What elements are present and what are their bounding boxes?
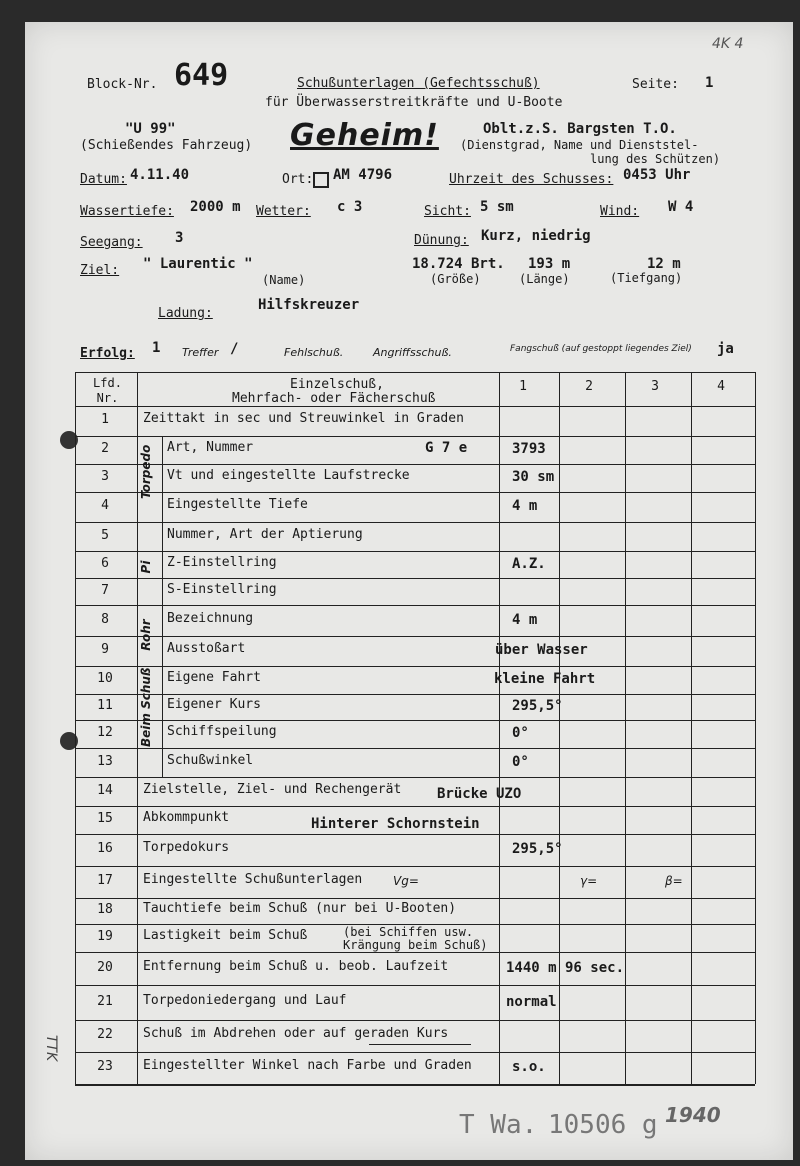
- row-label: Eingestellte Tiefe: [167, 497, 308, 512]
- grid-vline: [137, 372, 138, 1084]
- row-label: Schiffspeilung: [167, 724, 277, 739]
- place-label: Ort:: [282, 172, 314, 187]
- row-value-col1: 30 sm: [512, 469, 555, 485]
- row-value-col1: s.o.: [512, 1059, 546, 1075]
- grid-hline: [75, 1052, 755, 1053]
- underline-mark: [369, 1044, 471, 1045]
- row-label: Bezeichnung: [167, 610, 254, 626]
- page-label: Seite:: [632, 77, 679, 92]
- row-value-col1: normal: [506, 993, 557, 1010]
- col-4-header: 4: [717, 379, 725, 394]
- grid-hline: [75, 522, 755, 523]
- row-number: 1: [101, 412, 109, 427]
- grid-vline: [559, 372, 560, 1084]
- row-label: Torpedoniedergang und Lauf: [143, 992, 347, 1008]
- grid-hline: [75, 748, 755, 749]
- grid-hline: [75, 436, 755, 437]
- officer-label-1: (Dienstgrad, Name und Dienststel-: [460, 138, 699, 152]
- length-caption: (Länge): [519, 272, 570, 286]
- swell-value: Kurz, niedrig: [481, 228, 591, 244]
- row-value-col1: 295,5°: [512, 841, 563, 857]
- depth-value: 2000 m: [190, 199, 241, 215]
- cargo-label: Ladung:: [158, 306, 213, 321]
- depth-label: Wassertiefe:: [80, 204, 174, 219]
- result-label: Erfolg:: [80, 346, 135, 361]
- grid-hline: [75, 372, 755, 373]
- tonnage-value: 18.724 Brt.: [412, 256, 505, 272]
- row-number: 10: [97, 671, 113, 686]
- grid-hline: [75, 1020, 755, 1021]
- row-label: Eingestellte Schußunterlagen: [143, 872, 363, 887]
- row-number: 23: [97, 1059, 113, 1074]
- miss-label: Fehlschuß.: [284, 346, 344, 359]
- row-value-col1: 1440 m 96 sec.: [506, 959, 625, 976]
- row-label: Zielstelle, Ziel- und Rechengerät: [143, 781, 402, 797]
- miss-value: /: [230, 341, 239, 357]
- grid-vline: [162, 436, 163, 778]
- date-label: Datum:: [80, 172, 127, 187]
- grid-hline: [75, 666, 755, 667]
- sea-value: 3: [175, 230, 184, 246]
- row-number: 3: [101, 469, 109, 484]
- grid-hline: [75, 720, 755, 721]
- aim-point: Hinterer Schornstein: [311, 816, 480, 832]
- row-label: Nummer, Art der Aptierung: [167, 526, 363, 542]
- sight-label: Sicht:: [424, 204, 471, 219]
- row-number: 16: [97, 841, 113, 856]
- row-label: Entfernung beim Schuß u. beob. Laufzeit: [143, 958, 449, 974]
- row-label: Schuß im Abdrehen oder auf geraden Kurs: [143, 1026, 449, 1041]
- row-label: Lastigkeit beim Schuß: [143, 928, 308, 943]
- row-value-col1: 3793: [512, 441, 546, 457]
- grid-hline: [75, 952, 755, 953]
- length-value: 193 m: [528, 256, 571, 272]
- row-number: 19: [97, 929, 113, 944]
- gamma-label: γ=: [580, 874, 598, 888]
- grid-vline: [499, 372, 500, 1084]
- row-number: 22: [97, 1027, 113, 1042]
- grid-vline: [691, 372, 692, 1084]
- grid-hline: [75, 464, 755, 465]
- target-value: " Laurentic ": [143, 256, 253, 272]
- weather-value: c 3: [337, 199, 363, 215]
- grid-hline: [75, 605, 755, 606]
- group-pi: Pi: [139, 560, 153, 574]
- col-1-header: 1: [519, 379, 527, 394]
- row-label: Eigener Kurs: [167, 697, 261, 712]
- vg-label: Vg=: [393, 874, 419, 888]
- vessel-value: "U 99": [125, 121, 176, 137]
- row-label: Art, Nummer: [167, 440, 254, 455]
- row-label: Torpedokurs: [143, 840, 230, 855]
- wind-label: Wind:: [600, 204, 640, 219]
- grid-hline: [75, 866, 755, 867]
- heel-note: (bei Schiffen usw. Krängung beim Schuß): [343, 925, 488, 952]
- grid-hline: [75, 492, 755, 493]
- officer-label-2: lung des Schützen): [590, 152, 721, 166]
- col-head-2: Mehrfach- oder Fächerschuß: [232, 391, 436, 406]
- row-label: Tauchtiefe beim Schuß (nur bei U-Booten): [143, 901, 457, 916]
- group-torpedo: Torpedo: [139, 444, 153, 499]
- col-3-header: 3: [651, 379, 659, 394]
- weather-label: Wetter:: [256, 204, 311, 219]
- block-number: 649: [174, 58, 229, 93]
- grid-hline: [75, 694, 755, 695]
- row-number: 4: [101, 498, 109, 513]
- row-label: S-Einstellring: [167, 581, 277, 597]
- grid-hline: [75, 834, 755, 835]
- grid-hline: [75, 777, 755, 778]
- grid-vline: [625, 372, 626, 1084]
- wind-value: W 4: [668, 199, 694, 215]
- stamp-year: 1940: [665, 1103, 721, 1127]
- time-label: Uhrzeit des Schusses:: [449, 172, 614, 187]
- catch-value: ja: [717, 341, 734, 357]
- form-subtitle: für Überwasserstreitkräfte und U-Boote: [265, 95, 563, 110]
- row-label: Eigene Fahrt: [167, 670, 261, 685]
- row-number: 17: [97, 873, 113, 888]
- officer-value: Oblt.z.S. Bargsten T.O.: [483, 121, 677, 137]
- time-value: 0453 Uhr: [623, 167, 691, 183]
- row-number: 14: [97, 782, 113, 798]
- row-number: 13: [97, 753, 113, 769]
- row-number: 15: [97, 811, 113, 826]
- beta-label: β=: [665, 874, 683, 888]
- col-number-header: Lfd. Nr.: [93, 376, 122, 405]
- row-value-col1: kleine Fahrt: [494, 671, 596, 687]
- block-label: Block-Nr.: [87, 77, 158, 92]
- hit-label: Treffer: [182, 346, 219, 359]
- group-beim-schuss: Beim Schuß: [139, 667, 153, 747]
- torpedo-type: G 7 e: [425, 440, 468, 456]
- sighting-device: Brücke UZO: [437, 785, 522, 802]
- grid-hline: [75, 1085, 755, 1086]
- row-number: 12: [97, 725, 113, 740]
- row-value-col1: 295,5°: [512, 698, 563, 714]
- target-label: Ziel:: [80, 263, 120, 278]
- row-number: 7: [101, 582, 109, 598]
- draught-caption: (Tiefgang): [610, 271, 683, 285]
- row-value-col1: 0°: [512, 725, 529, 741]
- grid-hline: [75, 806, 755, 807]
- row-label: Eingestellter Winkel nach Farbe und Graden: [143, 1058, 472, 1073]
- name-caption: (Name): [262, 273, 306, 287]
- grid-hline: [75, 898, 755, 899]
- corner-note: 4K 4: [712, 36, 744, 52]
- row-label: Abkommpunkt: [143, 810, 230, 825]
- grid-hline: [75, 406, 755, 407]
- draught-value: 12 m: [647, 256, 681, 272]
- row-number: 6: [101, 555, 109, 571]
- row-number: 8: [101, 611, 109, 627]
- square-icon: [313, 172, 329, 188]
- row-number: 18: [97, 902, 113, 917]
- attack-label: Angriffsschuß.: [373, 346, 452, 359]
- row-number: 21: [97, 993, 113, 1009]
- size-caption: (Größe): [430, 272, 481, 286]
- row-label: Zeittakt in sec und Streuwinkel in Graden: [143, 411, 464, 426]
- vessel-label: (Schießendes Fahrzeug): [80, 138, 253, 153]
- grid-hline: [75, 636, 755, 637]
- row-value-col1: 0°: [512, 753, 529, 770]
- row-value-col1: über Wasser: [495, 642, 588, 658]
- row-label: Ausstoßart: [167, 641, 246, 656]
- row-value-col1: 4 m: [512, 498, 538, 514]
- cargo-value: Hilfskreuzer: [258, 297, 360, 313]
- date-value: 4.11.40: [130, 167, 190, 183]
- place-value: AM 4796: [333, 167, 393, 183]
- secret-title: Geheim!: [290, 118, 439, 153]
- row-number: 9: [101, 642, 109, 657]
- stamp-number: 10506 g: [548, 1110, 658, 1140]
- form-sheet: [25, 22, 793, 1160]
- col-head-1: Einzelschuß,: [290, 377, 384, 392]
- form-title: Schußunterlagen (Gefechtsschuß): [297, 76, 540, 91]
- grid-vline: [755, 372, 756, 1084]
- page-number: 1: [705, 75, 714, 91]
- row-number: 20: [97, 959, 113, 975]
- grid-hline: [75, 551, 755, 552]
- row-number: 5: [101, 527, 109, 543]
- hits-value: 1: [152, 340, 161, 356]
- stamp-prefix: T Wa.: [459, 1110, 538, 1140]
- row-label: Vt und eingestellte Laufstrecke: [167, 468, 410, 483]
- row-label: Z-Einstellring: [167, 554, 277, 570]
- sight-value: 5 sm: [480, 199, 514, 215]
- col-2-header: 2: [585, 379, 593, 394]
- row-number: 11: [97, 698, 113, 713]
- row-value-col1: 4 m: [512, 611, 538, 628]
- sea-label: Seegang:: [80, 235, 143, 250]
- row-number: 2: [101, 441, 109, 456]
- swell-label: Dünung:: [414, 233, 469, 248]
- row-label: Schußwinkel: [167, 752, 254, 768]
- grid-hline: [75, 985, 755, 986]
- grid-hline: [75, 578, 755, 579]
- catch-label: Fangschuß (auf gestoppt liegendes Ziel): [510, 344, 692, 354]
- row-value-col1: A.Z.: [512, 555, 546, 572]
- side-note: TTK: [43, 1034, 60, 1062]
- group-rohr: Rohr: [139, 619, 153, 651]
